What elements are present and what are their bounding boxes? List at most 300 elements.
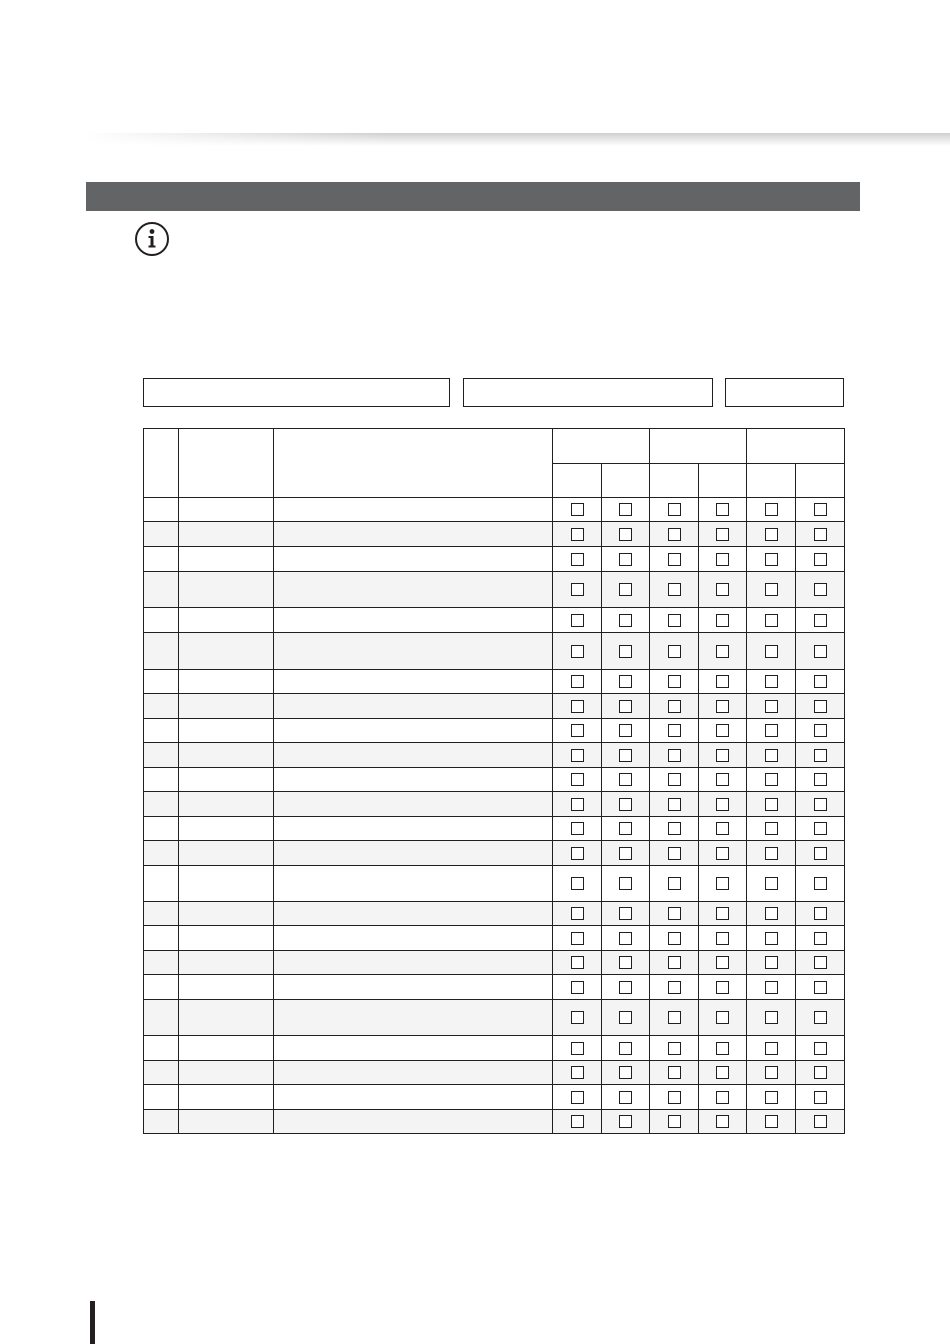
checkbox-cell	[747, 1000, 796, 1036]
checkbox[interactable]	[814, 773, 827, 786]
checkbox-cell	[796, 1085, 845, 1110]
checkbox[interactable]	[716, 645, 729, 658]
checkbox[interactable]	[668, 553, 681, 566]
checkbox[interactable]	[765, 1011, 778, 1024]
table-row	[144, 670, 845, 694]
checkbox[interactable]	[619, 503, 632, 516]
checkbox-cell	[650, 975, 699, 1000]
checkbox-cell	[602, 743, 650, 768]
checkbox[interactable]	[814, 749, 827, 762]
row-number-cell	[144, 926, 179, 951]
checkbox[interactable]	[765, 847, 778, 860]
checkbox[interactable]	[619, 1066, 632, 1079]
checkbox[interactable]	[619, 749, 632, 762]
row-number-cell	[144, 768, 179, 792]
row-number-cell	[144, 866, 179, 902]
checkbox[interactable]	[668, 724, 681, 737]
checkbox-cell	[553, 694, 602, 719]
checkbox[interactable]	[571, 583, 584, 596]
checkbox[interactable]	[668, 503, 681, 516]
checkbox-cell	[650, 633, 699, 670]
checkbox[interactable]	[619, 614, 632, 627]
checkbox[interactable]	[668, 956, 681, 969]
checkbox[interactable]	[571, 981, 584, 994]
checkbox-cell	[553, 1000, 602, 1036]
form-field-box[interactable]	[143, 378, 450, 407]
checkbox-cell	[747, 768, 796, 792]
checkbox[interactable]	[765, 798, 778, 811]
checkbox-cell	[796, 694, 845, 719]
checkbox-cell	[602, 866, 650, 902]
checkbox-cell	[796, 1036, 845, 1061]
row-item-cell	[179, 547, 274, 572]
row-item-cell	[179, 1061, 274, 1085]
checkbox[interactable]	[668, 907, 681, 920]
checkbox[interactable]	[668, 675, 681, 688]
checkbox[interactable]	[765, 1042, 778, 1055]
checkbox[interactable]	[619, 1042, 632, 1055]
row-description-cell	[274, 1061, 553, 1085]
checkbox-cell	[796, 975, 845, 1000]
checkbox[interactable]	[716, 553, 729, 566]
row-item-cell	[179, 866, 274, 902]
row-item-cell	[179, 1085, 274, 1110]
row-description-cell	[274, 522, 553, 547]
checkbox-cell	[553, 841, 602, 866]
checkbox-cell	[553, 866, 602, 902]
checkbox-cell	[650, 522, 699, 547]
checkbox[interactable]	[619, 528, 632, 541]
checkbox[interactable]	[814, 700, 827, 713]
checkbox[interactable]	[668, 932, 681, 945]
checkbox[interactable]	[765, 700, 778, 713]
row-number-cell	[144, 572, 179, 608]
row-number-cell	[144, 670, 179, 694]
row-description-cell	[274, 817, 553, 841]
checkbox[interactable]	[716, 1066, 729, 1079]
checkbox[interactable]	[765, 645, 778, 658]
checkbox[interactable]	[765, 749, 778, 762]
checkbox[interactable]	[571, 1091, 584, 1104]
checkbox[interactable]	[668, 1066, 681, 1079]
checkbox[interactable]	[814, 932, 827, 945]
checkbox-cell	[553, 1110, 602, 1134]
row-description-cell	[274, 743, 553, 768]
checkbox-cell	[650, 743, 699, 768]
checkbox[interactable]	[716, 1091, 729, 1104]
checkbox-cell	[747, 926, 796, 951]
checkbox-cell	[650, 768, 699, 792]
checkbox[interactable]	[619, 1115, 632, 1128]
checkbox-cell	[699, 719, 747, 743]
checkbox-cell	[699, 975, 747, 1000]
checkbox-cell	[699, 926, 747, 951]
checkbox-cell	[602, 498, 650, 522]
checkbox[interactable]	[765, 932, 778, 945]
table-row	[144, 902, 845, 926]
checkbox[interactable]	[716, 877, 729, 890]
checkbox[interactable]	[571, 553, 584, 566]
checkbox[interactable]	[619, 822, 632, 835]
checkbox[interactable]	[619, 553, 632, 566]
checkbox-cell	[747, 841, 796, 866]
row-description-cell	[274, 572, 553, 608]
checkbox-cell	[747, 498, 796, 522]
row-description-cell	[274, 975, 553, 1000]
checkbox-cell	[650, 792, 699, 817]
row-description-cell	[274, 547, 553, 572]
row-description-cell	[274, 633, 553, 670]
checkbox[interactable]	[619, 700, 632, 713]
row-number-cell	[144, 902, 179, 926]
row-item-cell	[179, 792, 274, 817]
checkbox-cell	[747, 547, 796, 572]
checkbox[interactable]	[814, 1115, 827, 1128]
row-description-cell	[274, 768, 553, 792]
checkbox[interactable]	[814, 675, 827, 688]
checkbox[interactable]	[571, 614, 584, 627]
checkbox[interactable]	[814, 822, 827, 835]
table-row	[144, 719, 845, 743]
checkbox-cell	[553, 1036, 602, 1061]
checkbox-cell	[747, 951, 796, 975]
checkbox-cell	[650, 926, 699, 951]
checkbox[interactable]	[571, 847, 584, 860]
row-description-cell	[274, 694, 553, 719]
checkbox[interactable]	[765, 583, 778, 596]
checkbox-cell	[602, 1085, 650, 1110]
checkbox[interactable]	[571, 907, 584, 920]
checkbox[interactable]	[814, 614, 827, 627]
checkbox[interactable]	[571, 700, 584, 713]
form-field-box[interactable]	[463, 378, 713, 407]
checkbox-cell	[747, 1085, 796, 1110]
header-item	[179, 429, 274, 498]
row-description-cell	[274, 792, 553, 817]
row-item-cell	[179, 975, 274, 1000]
checkbox-cell	[553, 768, 602, 792]
checkbox[interactable]	[765, 1091, 778, 1104]
row-description-cell	[274, 1036, 553, 1061]
table-row	[144, 841, 845, 866]
checkbox-cell	[699, 817, 747, 841]
row-description-cell	[274, 1085, 553, 1110]
row-number-cell	[144, 817, 179, 841]
checkbox-cell	[699, 670, 747, 694]
checkbox[interactable]	[716, 1115, 729, 1128]
row-number-cell	[144, 975, 179, 1000]
checkbox[interactable]	[668, 528, 681, 541]
checkbox[interactable]	[765, 1066, 778, 1079]
checkbox[interactable]	[571, 877, 584, 890]
checkbox-cell	[747, 1110, 796, 1134]
row-number-cell	[144, 743, 179, 768]
header-rule	[80, 133, 950, 146]
checkbox[interactable]	[716, 614, 729, 627]
checkbox[interactable]	[765, 528, 778, 541]
row-item-cell	[179, 1036, 274, 1061]
row-item-cell	[179, 1000, 274, 1036]
checkbox[interactable]	[716, 798, 729, 811]
checkbox[interactable]	[668, 877, 681, 890]
checkbox[interactable]	[765, 981, 778, 994]
checkbox[interactable]	[571, 528, 584, 541]
row-number-cell	[144, 694, 179, 719]
checkbox[interactable]	[668, 822, 681, 835]
checkbox[interactable]	[716, 675, 729, 688]
checkbox-cell	[602, 1036, 650, 1061]
row-number-cell	[144, 841, 179, 866]
checkbox[interactable]	[716, 1042, 729, 1055]
row-number-cell	[144, 633, 179, 670]
table-row	[144, 975, 845, 1000]
table-row	[144, 498, 845, 522]
checkbox[interactable]	[814, 724, 827, 737]
checkbox-cell	[602, 1110, 650, 1134]
checkbox[interactable]	[619, 1091, 632, 1104]
checkbox-cell	[650, 1085, 699, 1110]
table-row	[144, 547, 845, 572]
row-description-cell	[274, 719, 553, 743]
checkbox-cell	[602, 817, 650, 841]
checkbox[interactable]	[571, 932, 584, 945]
row-description-cell	[274, 1110, 553, 1134]
checkbox[interactable]	[668, 749, 681, 762]
row-number-cell	[144, 1000, 179, 1036]
checkbox[interactable]	[619, 583, 632, 596]
row-item-cell	[179, 633, 274, 670]
checkbox-cell	[796, 792, 845, 817]
header-group	[747, 429, 845, 464]
checkbox[interactable]	[716, 1011, 729, 1024]
checkbox[interactable]	[765, 503, 778, 516]
row-number-cell	[144, 498, 179, 522]
checkbox-cell	[650, 1000, 699, 1036]
checkbox[interactable]	[716, 773, 729, 786]
checkbox-cell	[553, 902, 602, 926]
checkbox[interactable]	[619, 956, 632, 969]
checkbox[interactable]	[619, 932, 632, 945]
checkbox[interactable]	[668, 798, 681, 811]
checkbox[interactable]	[765, 822, 778, 835]
row-number-cell	[144, 522, 179, 547]
checkbox-cell	[553, 719, 602, 743]
checkbox-cell	[699, 694, 747, 719]
header-sub	[650, 464, 699, 498]
checkbox-cell	[699, 792, 747, 817]
checkbox-cell	[747, 1061, 796, 1085]
checkbox-cell	[699, 572, 747, 608]
checkbox[interactable]	[571, 1042, 584, 1055]
checkbox-cell	[699, 1110, 747, 1134]
checkbox-cell	[747, 522, 796, 547]
checkbox-cell	[650, 1036, 699, 1061]
checkbox[interactable]	[765, 956, 778, 969]
row-number-cell	[144, 951, 179, 975]
checkbox[interactable]	[814, 583, 827, 596]
checkbox[interactable]	[619, 798, 632, 811]
checkbox[interactable]	[765, 773, 778, 786]
checkbox-cell	[650, 951, 699, 975]
row-item-cell	[179, 743, 274, 768]
checkbox-cell	[553, 522, 602, 547]
checkbox[interactable]	[619, 773, 632, 786]
checkbox[interactable]	[716, 724, 729, 737]
checkbox-cell	[602, 975, 650, 1000]
checkbox[interactable]	[571, 1115, 584, 1128]
checkbox[interactable]	[814, 645, 827, 658]
checkbox[interactable]	[668, 981, 681, 994]
checkbox[interactable]	[571, 956, 584, 969]
checkbox[interactable]	[765, 724, 778, 737]
checkbox-cell	[553, 792, 602, 817]
checkbox-cell	[602, 768, 650, 792]
checkbox[interactable]	[716, 503, 729, 516]
checkbox[interactable]	[716, 528, 729, 541]
checkbox[interactable]	[814, 877, 827, 890]
checkbox[interactable]	[571, 675, 584, 688]
checkbox[interactable]	[814, 1066, 827, 1079]
checkbox[interactable]	[668, 1091, 681, 1104]
checkbox-cell	[553, 670, 602, 694]
checkbox[interactable]	[716, 749, 729, 762]
checkbox[interactable]	[668, 700, 681, 713]
checkbox-cell	[699, 768, 747, 792]
checkbox[interactable]	[571, 645, 584, 658]
checkbox[interactable]	[571, 773, 584, 786]
checkbox-cell	[796, 926, 845, 951]
checkbox[interactable]	[814, 956, 827, 969]
checkbox-cell	[602, 926, 650, 951]
checkbox[interactable]	[814, 981, 827, 994]
checkbox[interactable]	[814, 798, 827, 811]
checkbox[interactable]	[716, 700, 729, 713]
checkbox[interactable]	[619, 724, 632, 737]
checkbox-cell	[553, 1061, 602, 1085]
checkbox[interactable]	[668, 1011, 681, 1024]
checkbox[interactable]	[716, 956, 729, 969]
checkbox[interactable]	[571, 724, 584, 737]
header-sub	[796, 464, 845, 498]
info-circle-icon	[134, 221, 170, 257]
checkbox[interactable]	[571, 749, 584, 762]
checkbox-cell	[699, 951, 747, 975]
checkbox[interactable]	[765, 907, 778, 920]
checkbox[interactable]	[571, 822, 584, 835]
row-description-cell	[274, 902, 553, 926]
checkbox-cell	[650, 1110, 699, 1134]
checkbox[interactable]	[668, 773, 681, 786]
checkbox[interactable]	[765, 614, 778, 627]
checkbox[interactable]	[571, 503, 584, 516]
checkbox[interactable]	[619, 645, 632, 658]
checkbox-cell	[747, 792, 796, 817]
checkbox[interactable]	[619, 675, 632, 688]
checkbox[interactable]	[814, 1042, 827, 1055]
checkbox[interactable]	[619, 877, 632, 890]
checkbox-cell	[747, 1036, 796, 1061]
header-sub	[553, 464, 602, 498]
checkbox[interactable]	[716, 981, 729, 994]
table-row	[144, 633, 845, 670]
checkbox[interactable]	[814, 553, 827, 566]
checkbox-cell	[602, 608, 650, 633]
checkbox[interactable]	[619, 847, 632, 860]
checkbox-cell	[553, 608, 602, 633]
checkbox[interactable]	[668, 1115, 681, 1128]
checkbox-cell	[796, 608, 845, 633]
checkbox[interactable]	[765, 553, 778, 566]
header-group	[650, 429, 747, 464]
checkbox[interactable]	[668, 645, 681, 658]
checkbox-cell	[553, 633, 602, 670]
checkbox[interactable]	[571, 798, 584, 811]
checkbox[interactable]	[716, 583, 729, 596]
checklist-table	[143, 428, 845, 1134]
table-row	[144, 1110, 845, 1134]
checkbox[interactable]	[716, 907, 729, 920]
table-row	[144, 792, 845, 817]
row-item-cell	[179, 608, 274, 633]
row-description-cell	[274, 951, 553, 975]
checkbox[interactable]	[716, 847, 729, 860]
row-item-cell	[179, 951, 274, 975]
checkbox[interactable]	[571, 1066, 584, 1079]
checkbox-cell	[747, 817, 796, 841]
row-number-cell	[144, 792, 179, 817]
checkbox[interactable]	[619, 1011, 632, 1024]
checkbox[interactable]	[814, 1091, 827, 1104]
row-item-cell	[179, 670, 274, 694]
row-item-cell	[179, 572, 274, 608]
checkbox-cell	[796, 1000, 845, 1036]
checkbox[interactable]	[716, 932, 729, 945]
checkbox-cell	[553, 547, 602, 572]
checkbox[interactable]	[668, 1042, 681, 1055]
row-number-cell	[144, 608, 179, 633]
checkbox[interactable]	[765, 675, 778, 688]
checkbox-cell	[699, 1000, 747, 1036]
checkbox[interactable]	[814, 503, 827, 516]
checkbox-cell	[650, 719, 699, 743]
checkbox-cell	[650, 547, 699, 572]
row-number-cell	[144, 547, 179, 572]
checkbox[interactable]	[716, 822, 729, 835]
checkbox-cell	[699, 608, 747, 633]
checkbox-cell	[699, 1085, 747, 1110]
checkbox[interactable]	[814, 907, 827, 920]
checkbox[interactable]	[619, 907, 632, 920]
form-field-box[interactable]	[725, 378, 844, 407]
checkbox[interactable]	[814, 847, 827, 860]
checkbox[interactable]	[765, 1115, 778, 1128]
checkbox[interactable]	[668, 583, 681, 596]
checkbox[interactable]	[668, 614, 681, 627]
checkbox[interactable]	[765, 877, 778, 890]
row-number-cell	[144, 1110, 179, 1134]
checkbox[interactable]	[814, 1011, 827, 1024]
row-item-cell	[179, 841, 274, 866]
checkbox-cell	[796, 817, 845, 841]
table-row	[144, 1036, 845, 1061]
checkbox[interactable]	[571, 1011, 584, 1024]
checkbox[interactable]	[668, 847, 681, 860]
checkbox[interactable]	[814, 528, 827, 541]
checkbox-cell	[796, 866, 845, 902]
checkbox[interactable]	[619, 981, 632, 994]
checkbox-cell	[699, 1036, 747, 1061]
row-item-cell	[179, 719, 274, 743]
